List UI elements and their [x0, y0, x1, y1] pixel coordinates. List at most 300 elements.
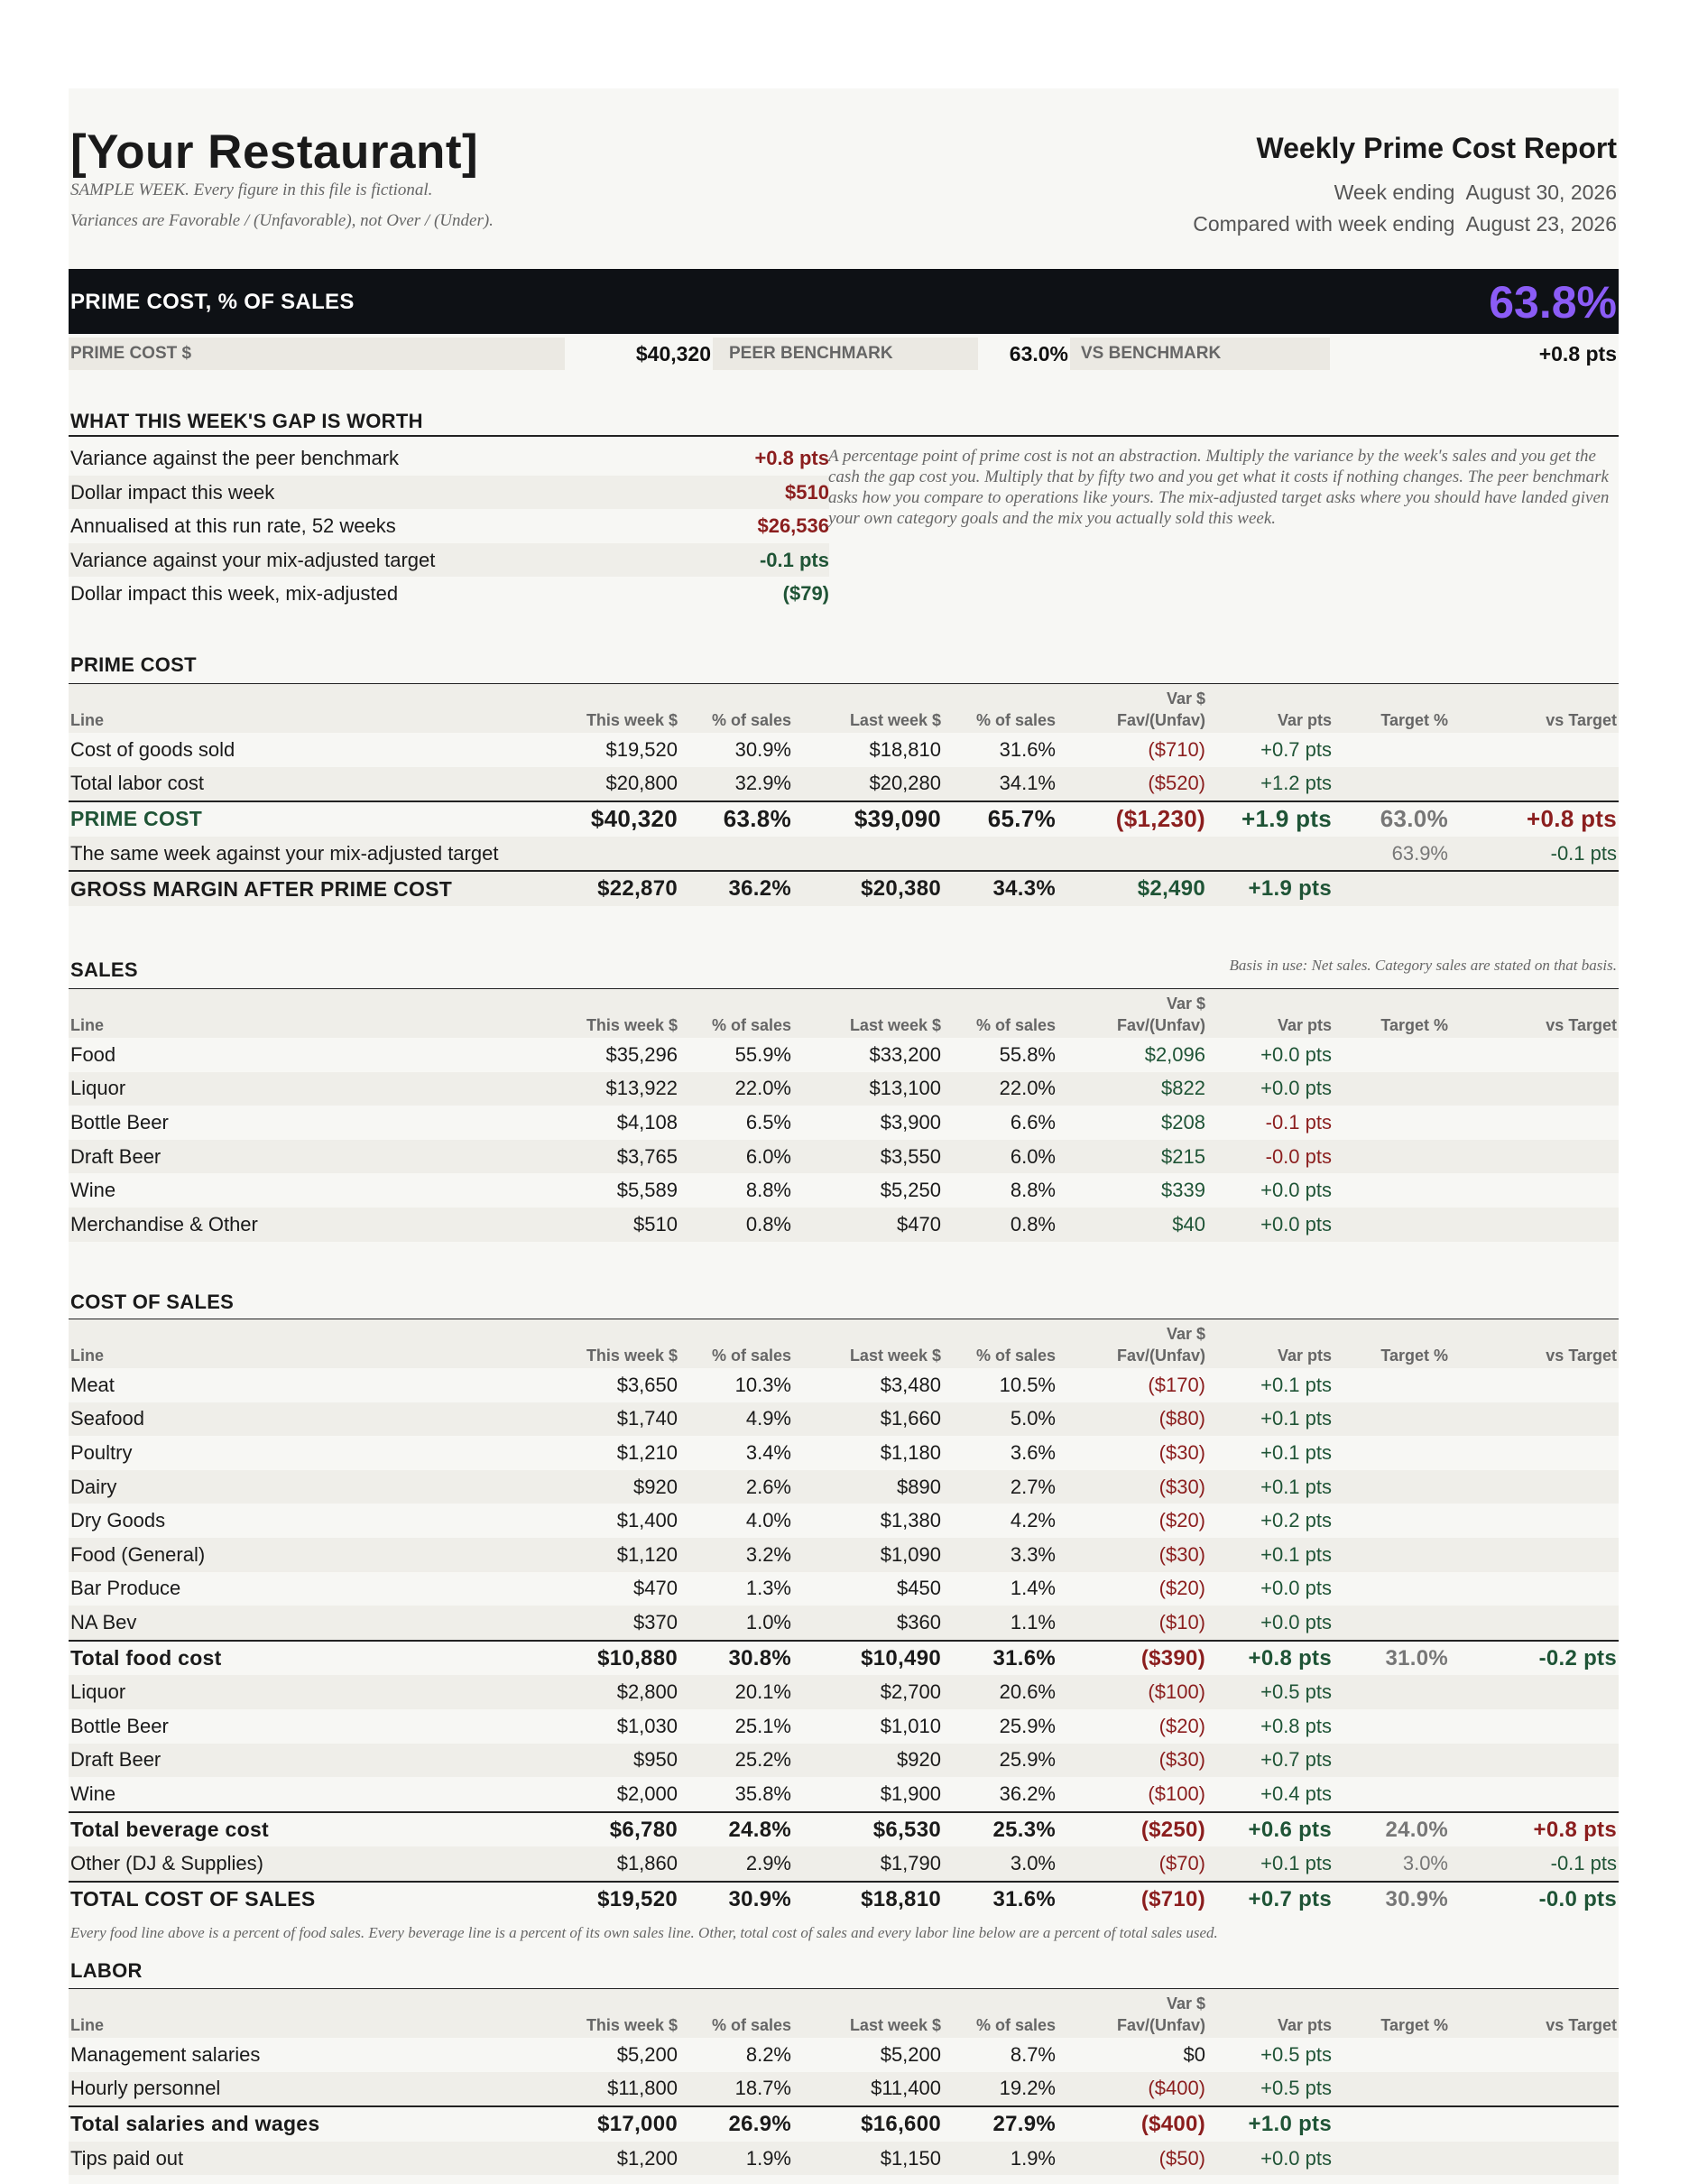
col-header-vs-target: vs Target [1450, 1319, 1619, 1368]
cell-vs-target [1450, 871, 1619, 906]
cell-last-week: $18,810 [869, 737, 941, 761]
cell-last-week: $1,900 [880, 1781, 941, 1805]
cell-pct-sales: 32.9% [679, 767, 793, 802]
cell-last-week: $470 [793, 1208, 943, 1242]
cell-last-week: $3,900 [880, 1110, 941, 1134]
cell-last-week: $1,790 [793, 1846, 943, 1882]
cell-var-dollar: ($170) [1148, 1373, 1205, 1396]
cell-pct-sales-last: 1.1% [943, 1606, 1057, 1641]
cell-pct-sales-last [943, 837, 1057, 872]
cell-var-dollar: ($1,230) [1057, 801, 1207, 837]
cell-target-pct [1334, 1606, 1450, 1641]
cell-var-dollar: $215 [1057, 1140, 1207, 1174]
cell-vs-target: -0.1 pts [1450, 1846, 1619, 1882]
cell-pct-sales-last: 31.6% [943, 1882, 1057, 1917]
cell-target-pct [1334, 871, 1450, 906]
cell-pct-sales: 1.3% [745, 1577, 791, 1600]
cell-var-dollar: ($20) [1158, 1509, 1205, 1532]
cell-vs-target [1450, 1140, 1619, 1174]
cell-target-pct [1334, 1470, 1450, 1504]
gap-row-value: $510 [785, 480, 829, 504]
cell-this-week: $17,000 [562, 2106, 679, 2142]
cell-pct-sales: 4.9% [679, 1402, 793, 1437]
gap-row-label: Dollar impact this week, mix-adjusted [70, 582, 399, 605]
cell-pct-sales: 20.1% [679, 1675, 793, 1709]
cell-var-pts: +0.6 pts [1207, 1812, 1334, 1847]
vs-benchmark-value: +0.8 pts [1538, 342, 1617, 366]
cell-vs-target [1450, 1709, 1619, 1744]
cell-var-pts: +1.9 pts [1207, 801, 1334, 837]
cell-last-week: $3,480 [880, 1373, 941, 1396]
col-header-var-dollar [1057, 684, 1207, 733]
cell-vs-target [1450, 1470, 1619, 1504]
table-row [69, 1402, 1619, 1437]
prime-cost-table [69, 684, 1619, 906]
cell-last-week: $13,100 [793, 1072, 943, 1106]
cell-var-pts: +0.0 pts [1207, 2142, 1334, 2176]
cell-vs-target: +0.8 pts [1450, 801, 1619, 837]
cell-target-pct [1334, 2142, 1450, 2176]
cell-last-week: $5,200 [880, 2042, 941, 2066]
table-row [69, 1606, 1619, 1641]
col-header-var-dollar [1057, 989, 1207, 1038]
cell-this-week: $22,870 [562, 871, 679, 906]
col-header-line: Line [69, 684, 562, 733]
cell-var-dollar: ($30) [1057, 1470, 1207, 1504]
col-header-line: Line [69, 989, 562, 1038]
col-header-target-pct: Target % [1334, 989, 1450, 1038]
cell-target-pct [1334, 1504, 1450, 1538]
table-row [69, 1072, 1619, 1106]
cell-var-pts: +0.7 pts [1207, 1882, 1334, 1917]
table-row [69, 1038, 1619, 1072]
cell-line: NA Bev [69, 1606, 562, 1641]
basis-note: Basis in use: Net sales. Category sales are stated on that basis. [1229, 957, 1617, 974]
cell-vs-target: +0.8 pts [1450, 1812, 1619, 1847]
table-row [69, 1846, 1619, 1882]
cell-pct-sales-last: 10.5% [999, 1373, 1056, 1396]
labor-section-title: LABOR [70, 1959, 143, 1982]
cell-last-week: $16,600 [793, 2106, 943, 2142]
col-header-pct-sales: % of sales [679, 684, 793, 733]
table-row [69, 871, 1619, 906]
cell-pct-sales: 0.8% [679, 1208, 793, 1242]
col-header-line: Line [69, 1319, 562, 1368]
cell-pct-sales: 25.1% [734, 1714, 791, 1737]
col-header-var-pts: Var pts [1207, 1989, 1334, 2038]
table-row [69, 1436, 1619, 1470]
cell-vs-target [1450, 1606, 1619, 1641]
cell-var-pts: +0.1 pts [1207, 1538, 1334, 1572]
cell-var-pts: +0.8 pts [1260, 1714, 1332, 1737]
prime-cost-dollar-label: PRIME COST $ [69, 338, 565, 370]
cell-pct-sales: 8.8% [745, 1179, 791, 1202]
cell-var-pts: +1.2 pts [1207, 767, 1334, 802]
col-header-last-week: Last week $ [793, 1989, 943, 2038]
cell-vs-target [1450, 1402, 1619, 1437]
col-header-pct-sales: % of sales [679, 1319, 793, 1368]
cell-line: Poultry [70, 1440, 133, 1464]
cell-var-dollar: $208 [1161, 1110, 1205, 1134]
cell-pct-sales-last: 31.6% [999, 737, 1056, 761]
cell-this-week: $6,780 [562, 1812, 679, 1847]
report-title: Weekly Prime Cost Report [1256, 132, 1617, 164]
cell-pct-sales: 35.8% [734, 1781, 791, 1805]
cell-this-week: $3,650 [616, 1373, 678, 1396]
cell-target-pct [1334, 1436, 1450, 1470]
cell-last-week: $1,010 [880, 1714, 941, 1737]
table-header-row [69, 1319, 1619, 1368]
col-header-pct-sales: % of sales [679, 1989, 793, 2038]
cell-vs-target [1450, 1504, 1619, 1538]
gap-table [69, 441, 829, 611]
cell-var-pts: +0.0 pts [1207, 1072, 1334, 1106]
cell-this-week: $1,860 [562, 1846, 679, 1882]
cell-this-week: $470 [633, 1577, 678, 1600]
table-row [69, 1812, 1619, 1847]
cell-this-week: $10,880 [562, 1641, 679, 1676]
cell-pct-sales: 2.6% [679, 1470, 793, 1504]
cost-of-sales-table [69, 1319, 1619, 1917]
col-header-var-line2: Fav/(Unfav) [1116, 1016, 1205, 1034]
gap-row [69, 509, 829, 543]
cell-line: Food [70, 1042, 116, 1066]
prime-cost-dollar-value: $40,320 [635, 342, 711, 366]
col-header-last-week: Last week $ [793, 1319, 943, 1368]
table-header-row [69, 989, 1619, 1038]
cell-target-pct [1334, 1208, 1450, 1242]
cell-pct-sales [679, 837, 793, 872]
cell-last-week: $39,090 [793, 801, 943, 837]
col-header-this-week: This week $ [562, 1989, 679, 2038]
cell-this-week: $11,800 [562, 2072, 679, 2107]
cell-line: Total food cost [69, 1641, 562, 1676]
cell-this-week: $40,320 [562, 801, 679, 837]
cell-last-week: $6,530 [793, 1812, 943, 1847]
cell-vs-target [1450, 1436, 1619, 1470]
cell-pct-sales: 10.3% [734, 1373, 791, 1396]
cell-var-pts: +0.7 pts [1260, 737, 1332, 761]
cell-pct-sales-last: 5.0% [943, 1402, 1057, 1437]
cell-pct-sales-last: 0.8% [943, 1208, 1057, 1242]
cell-last-week: $360 [793, 1606, 943, 1641]
cell-last-week: $1,380 [880, 1509, 941, 1532]
cell-var-dollar: ($70) [1057, 1846, 1207, 1882]
table-row [69, 1777, 1619, 1812]
cell-last-week: $1,660 [793, 1402, 943, 1437]
restaurant-name: [Your Restaurant] [70, 125, 479, 179]
cell-this-week: $1,740 [562, 1402, 679, 1437]
sales-table [69, 989, 1619, 1242]
cell-pct-sales: 6.0% [679, 1140, 793, 1174]
col-header-var-pts: Var pts [1207, 1319, 1334, 1368]
cell-target-pct: 24.0% [1334, 1812, 1450, 1847]
cell-this-week: $2,000 [616, 1781, 678, 1805]
cell-var-dollar: ($100) [1057, 1675, 1207, 1709]
cell-pct-sales-last: 27.9% [943, 2106, 1057, 2142]
cell-pct-sales: 55.9% [734, 1042, 791, 1066]
cell-target-pct [1334, 1106, 1450, 1140]
cell-var-dollar: $2,490 [1057, 871, 1207, 906]
report-page [69, 88, 1619, 2184]
col-header-target-pct: Target % [1334, 1319, 1450, 1368]
cell-last-week: $3,550 [793, 1140, 943, 1174]
cell-line: Merchandise & Other [69, 1208, 562, 1242]
cell-var-pts: +0.0 pts [1260, 1577, 1332, 1600]
cell-target-pct: 63.0% [1334, 801, 1450, 837]
cell-pct-sales: 30.9% [734, 737, 791, 761]
cell-pct-sales: 30.9% [679, 1882, 793, 1917]
col-header-vs-target: vs Target [1450, 684, 1619, 733]
table-row [69, 1641, 1619, 1676]
cell-pct-sales-last: 6.6% [1010, 1110, 1056, 1134]
table-row [69, 1470, 1619, 1504]
cell-last-week: $11,400 [793, 2072, 943, 2107]
cell-target-pct [1334, 2038, 1450, 2072]
cell-pct-sales: 8.2% [745, 2042, 791, 2066]
cell-target-pct [1334, 1173, 1450, 1208]
cell-last-week: $20,280 [793, 767, 943, 802]
gap-row-value: +0.8 pts [754, 447, 829, 469]
sales-section-title: SALES [70, 958, 138, 981]
cell-target-pct [1334, 1538, 1450, 1572]
cell-var-pts: +0.1 pts [1207, 1402, 1334, 1437]
table-row [69, 2106, 1619, 2142]
table-row [69, 2072, 1619, 2107]
gap-row-value: -0.1 pts [759, 548, 829, 571]
cell-this-week: $13,922 [562, 1072, 679, 1106]
cell-pct-sales-last: 1.4% [1010, 1577, 1056, 1600]
cell-line: Liquor [69, 1072, 562, 1106]
table-header-row [69, 1989, 1619, 2038]
cell-this-week: $1,120 [562, 1538, 679, 1572]
cell-line: Draft Beer [69, 1744, 562, 1778]
cell-pct-sales: 1.0% [679, 1606, 793, 1641]
cos-footnote: Every food line above is a percent of food sales. Every beverage line is a percent of its own sales line. Other, total cost of sales and every labor line below are a percent of total sales used. [70, 1924, 1218, 1941]
cell-vs-target [1450, 1038, 1619, 1072]
col-header-last-week: Last week $ [793, 684, 943, 733]
cell-var-pts: +1.0 pts [1207, 2106, 1334, 2142]
variance-note: Variances are Favorable / (Unfavorable), not Over / (Under). [70, 211, 494, 230]
cell-pct-sales: 3.4% [745, 1440, 791, 1464]
cell-pct-sales: 18.7% [679, 2072, 793, 2107]
cell-var-pts: +0.5 pts [1207, 2072, 1334, 2107]
cell-line: Meat [70, 1373, 115, 1396]
compared-value: August 23, 2026 [1465, 212, 1617, 236]
col-header-var-line2: Fav/(Unfav) [1116, 2016, 1205, 2034]
cell-pct-sales-last: 3.6% [1010, 1440, 1056, 1464]
cell-var-dollar: ($250) [1057, 1812, 1207, 1847]
cell-target-pct: 63.9% [1334, 837, 1450, 872]
cell-this-week: $1,400 [616, 1509, 678, 1532]
cell-line: Other (DJ & Supplies) [69, 1846, 562, 1882]
cell-line: Wine [70, 1179, 116, 1202]
col-header-var-line1: Var $ [1166, 689, 1205, 708]
week-ending [1334, 180, 1617, 205]
cell-var-pts: -0.0 pts [1207, 1140, 1334, 1174]
col-header-var-pts: Var pts [1207, 989, 1334, 1038]
cell-var-dollar: ($50) [1057, 2142, 1207, 2176]
col-header-var-line2: Fav/(Unfav) [1116, 1346, 1205, 1365]
cell-target-pct [1334, 1140, 1450, 1174]
vs-benchmark-label: VS BENCHMARK [1070, 338, 1330, 370]
cell-var-pts: +0.5 pts [1207, 1675, 1334, 1709]
cell-var-dollar: $339 [1161, 1179, 1205, 1202]
cell-line: Dairy [69, 1470, 562, 1504]
gap-rule [69, 435, 1619, 437]
cell-pct-sales: 2.9% [679, 1846, 793, 1882]
table-row [69, 733, 1619, 767]
banner-label: PRIME COST, % OF SALES [70, 290, 355, 314]
cell-vs-target [1450, 1368, 1619, 1402]
table-row [69, 1572, 1619, 1606]
cell-line: Total salaries and wages [69, 2106, 562, 2142]
table-row [69, 1709, 1619, 1744]
cell-var-pts: +0.7 pts [1207, 1744, 1334, 1778]
table-row [69, 801, 1619, 837]
cell-last-week: $890 [793, 1470, 943, 1504]
cell-vs-target [1450, 1538, 1619, 1572]
cell-var-pts: +0.0 pts [1207, 1208, 1334, 1242]
cell-target-pct [1334, 767, 1450, 802]
gap-row-label: Variance against your mix-adjusted target [70, 548, 436, 571]
cell-pct-sales: 4.0% [745, 1509, 791, 1532]
cell-vs-target [1450, 1675, 1619, 1709]
report-header [69, 88, 1619, 269]
cell-pct-sales-last: 2.7% [943, 1470, 1057, 1504]
col-header-var-line1: Var $ [1166, 1325, 1205, 1343]
table-row [69, 1504, 1619, 1538]
cell-pct-sales: 63.8% [679, 801, 793, 837]
table-row [69, 1208, 1619, 1242]
col-header-vs-target: vs Target [1450, 989, 1619, 1038]
cell-target-pct [1334, 1709, 1450, 1744]
cell-var-pts: +0.1 pts [1260, 1440, 1332, 1464]
table-row [69, 1173, 1619, 1208]
cell-vs-target [1450, 1777, 1619, 1812]
cell-pct-sales-last: 20.6% [943, 1675, 1057, 1709]
col-header-var-dollar [1057, 1989, 1207, 2038]
cell-vs-target [1450, 2038, 1619, 2072]
cell-this-week: $1,200 [562, 2142, 679, 2176]
cell-pct-sales-last: 25.9% [999, 1714, 1056, 1737]
cell-pct-sales: 25.2% [679, 1744, 793, 1778]
cell-line: Bottle Beer [70, 1110, 169, 1134]
table-row [69, 1368, 1619, 1402]
cell-line: TOTAL COST OF SALES [69, 1882, 562, 1917]
gap-section-title: WHAT THIS WEEK'S GAP IS WORTH [70, 410, 423, 432]
cell-var-dollar: ($710) [1148, 737, 1205, 761]
cell-var-pts: +0.5 pts [1260, 2042, 1332, 2066]
col-header-target-pct: Target % [1334, 1989, 1450, 2038]
cell-var-pts: +0.0 pts [1260, 1042, 1332, 1066]
cell-pct-sales: 36.2% [679, 871, 793, 906]
col-header-var-dollar [1057, 1319, 1207, 1368]
col-header-var-pts: Var pts [1207, 684, 1334, 733]
cell-var-pts: +0.1 pts [1207, 1470, 1334, 1504]
cell-var-pts: +0.1 pts [1260, 1373, 1332, 1396]
peer-benchmark-value: 63.0% [1009, 342, 1068, 366]
gap-row-label: Dollar impact this week [70, 480, 275, 504]
week-ending-label: Week ending [1334, 180, 1455, 204]
cell-line: Bottle Beer [70, 1714, 169, 1737]
cell-pct-sales: 30.8% [679, 1641, 793, 1676]
cell-line: PRIME COST [69, 801, 562, 837]
cell-pct-sales-last: 65.7% [943, 801, 1057, 837]
gap-row-label: Variance against the peer benchmark [70, 447, 400, 469]
col-header-this-week: This week $ [562, 989, 679, 1038]
cell-target-pct [1334, 1038, 1450, 1072]
banner-value: 63.8% [1489, 277, 1617, 328]
metrics-strip [69, 338, 1619, 370]
cell-last-week: $33,200 [869, 1042, 941, 1066]
cell-line: Wine [70, 1781, 116, 1805]
cell-last-week: $18,810 [793, 1882, 943, 1917]
cell-last-week: $2,700 [793, 1675, 943, 1709]
cell-var-pts: +0.1 pts [1207, 1846, 1334, 1882]
cell-target-pct [1334, 1402, 1450, 1437]
gap-row-label: Annualised at this run rate, 52 weeks [70, 514, 396, 537]
col-header-last-week: Last week $ [793, 989, 943, 1038]
cell-pct-sales: 24.8% [679, 1812, 793, 1847]
cell-last-week [793, 837, 943, 872]
labor-table [69, 1989, 1619, 2175]
cell-vs-target [1450, 1208, 1619, 1242]
cell-target-pct [1334, 2106, 1450, 2142]
cell-pct-sales: 3.2% [679, 1538, 793, 1572]
cell-vs-target [1450, 2106, 1619, 2142]
cell-last-week: $1,180 [880, 1440, 941, 1464]
cell-pct-sales: 22.0% [679, 1072, 793, 1106]
gap-row-value: $26,536 [757, 514, 829, 537]
cell-this-week [562, 837, 679, 872]
gap-row [69, 577, 829, 611]
cell-pct-sales-last: 31.6% [943, 1641, 1057, 1676]
col-header-pct-sales-last: % of sales [943, 989, 1057, 1038]
gap-explanation: A percentage point of prime cost is not an abstraction. Multiply the variance by the week's sales and you get the cash the gap cost you. Multiply that by fifty two and you get what it costs if nothing changes. The peer benchmark asks how you compare to operations like yours. The mix-adjusted target asks where you should have landed given your own category goals and the mix you actually sold this week. [828, 447, 1610, 528]
cell-target-pct [1334, 2072, 1450, 2107]
cell-pct-sales-last: 25.9% [943, 1744, 1057, 1778]
col-header-pct-sales-last: % of sales [943, 684, 1057, 733]
cell-pct-sales-last: 3.0% [943, 1846, 1057, 1882]
cell-pct-sales: 6.5% [745, 1110, 791, 1134]
cell-var-pts: +0.8 pts [1207, 1641, 1334, 1676]
cell-vs-target: -0.0 pts [1450, 1882, 1619, 1917]
cell-var-dollar: ($20) [1158, 1714, 1205, 1737]
cell-var-dollar: ($80) [1057, 1402, 1207, 1437]
cell-vs-target [1450, 1173, 1619, 1208]
cell-target-pct [1334, 1777, 1450, 1812]
week-ending-value: August 30, 2026 [1465, 180, 1617, 204]
cell-target-pct [1334, 733, 1450, 767]
cell-line: The same week against your mix-adjusted target [69, 837, 562, 872]
col-header-pct-sales-last: % of sales [943, 1989, 1057, 2038]
cell-line: Tips paid out [69, 2142, 562, 2176]
cell-var-dollar: ($100) [1148, 1781, 1205, 1805]
col-header-line: Line [69, 1989, 562, 2038]
cell-pct-sales: 1.9% [679, 2142, 793, 2176]
cell-var-dollar: ($400) [1057, 2072, 1207, 2107]
table-row [69, 1140, 1619, 1174]
cell-target-pct [1334, 1744, 1450, 1778]
cell-last-week: $5,250 [880, 1179, 941, 1202]
cell-last-week: $10,490 [793, 1641, 943, 1676]
cell-last-week: $1,090 [793, 1538, 943, 1572]
cell-line: Dry Goods [70, 1509, 166, 1532]
cell-this-week: $4,108 [616, 1110, 678, 1134]
col-header-var-line1: Var $ [1166, 1994, 1205, 2013]
cell-vs-target [1450, 2072, 1619, 2107]
